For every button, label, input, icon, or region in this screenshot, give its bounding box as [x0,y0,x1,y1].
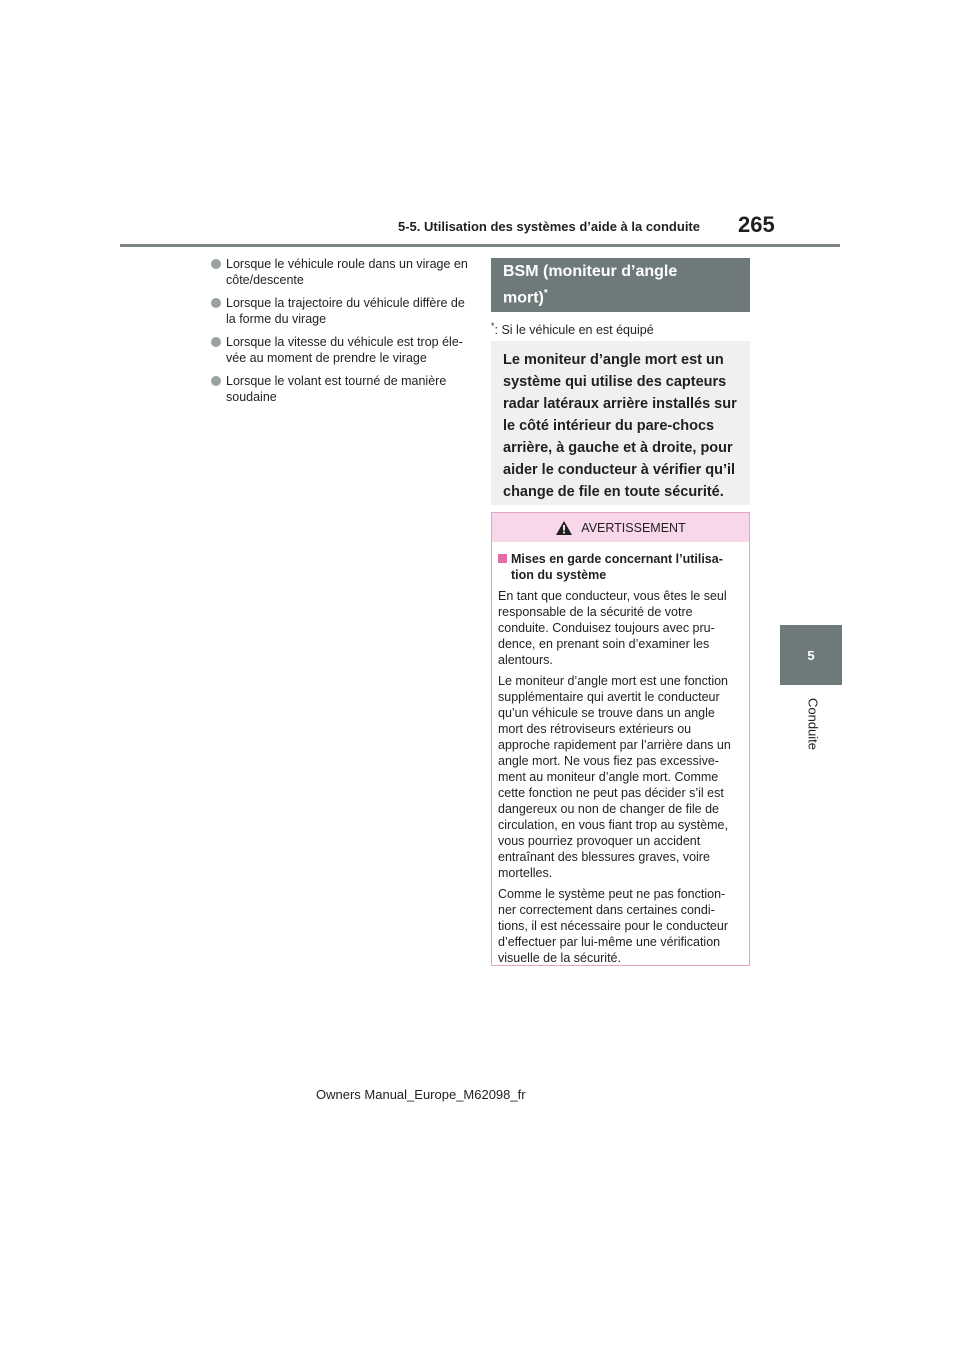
section-heading: BSM (moniteur d’angle mort)* [491,258,750,312]
warning-paragraph: Le moniteur d’angle mort est une fonction supplémentaire qui avertit le conducteur qu’un véhicule se trouve dans un angle mort des rétroviseurs extérieurs ou approche rapidement par l’arrière dans un angle mort. Ne vous fiez pas excessive-ment au moniteur d’angle mort. Comme cette fonction ne peut pas décider s’il est dangereux ou non de changer de file de circulation, en vous fiant trop au système, vous pourriez provoquer un accident entraînant des blessures graves, voire mortelles. [498,674,731,880]
warning-title: AVERTISSEMENT [581,520,686,535]
intro-box: Le moniteur d’angle mort est un système qui utilise des capteurs radar latéraux arrière installés sur le côté intérieur du pare-chocs arrière, à gauche et à droite, pour aider le conducteur à vérifier qu’il change de file en toute sécurité. [491,341,750,505]
chapter-side-label [803,694,823,754]
warning-subheading: Mises en garde concernant l’utilisa-tion du système [498,551,741,583]
warning-header [492,513,749,542]
warning-triangle-icon [555,520,573,536]
bullet-icon [211,259,221,269]
warning-box [491,512,750,966]
page-number: 265 [738,212,775,237]
bullet-icon [211,298,221,308]
list-item: Lorsque le véhicule roule dans un virage en côte/descente [211,256,469,288]
header-divider [120,244,840,247]
chapter-label: Conduite [805,697,821,751]
chapter-tab[interactable] [780,625,842,685]
list-item: Lorsque la vitesse du véhicule est trop éle-vée au moment de prendre le virage [211,334,469,366]
bullet-icon [211,376,221,386]
condition-list [211,256,469,412]
warning-paragraph: En tant que conducteur, vous êtes le seul responsable de la sécurité de votre conduite. Conduisez toujours avec pru-dence, en prenant soin d’examiner les alentours. [498,589,727,667]
footnote: *: Si le véhicule en est équipé [491,321,654,338]
square-bullet-icon [498,554,507,563]
chapter-number: 5 [807,647,815,663]
bullet-icon [211,337,221,347]
warning-paragraph: Comme le système peut ne pas fonction-ner correctement dans certaines condi-tions, il est nécessaire pour le conducteur d’effectuer par lui-même une vérification visuelle de la sécurité. [498,887,728,965]
list-item: Lorsque le volant est tourné de manière soudaine [211,373,469,405]
page-footer: Owners Manual_Europe_M62098_fr [316,1087,526,1102]
warning-body [492,542,749,966]
list-item: Lorsque la trajectoire du véhicule diffère de la forme du virage [211,295,469,327]
running-header: 5-5. Utilisation des systèmes d’aide à la conduite [398,219,700,234]
